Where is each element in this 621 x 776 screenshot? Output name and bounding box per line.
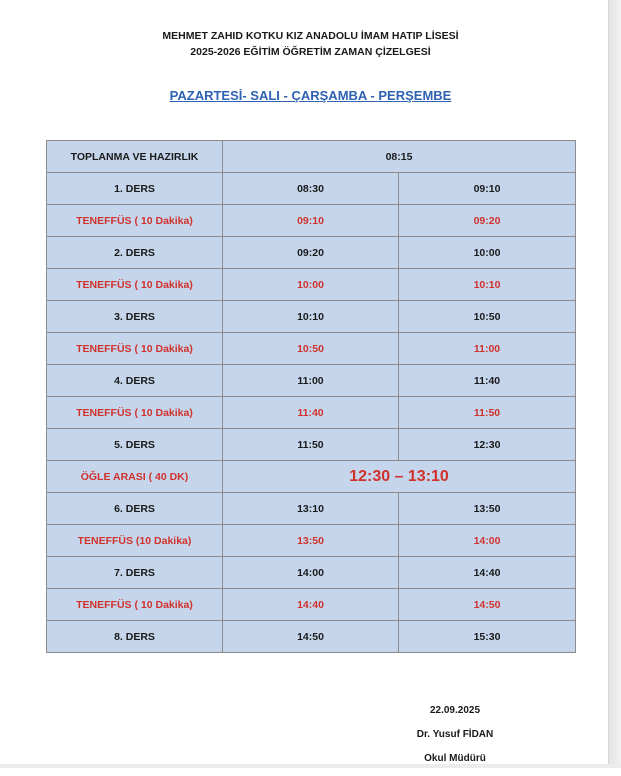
period-label: 4. DERS <box>47 365 223 397</box>
break-start: 14:40 <box>223 589 399 621</box>
period-end: 10:00 <box>399 237 576 269</box>
table-row <box>47 429 576 461</box>
period-label: 1. DERS <box>47 173 223 205</box>
period-label: 6. DERS <box>47 493 223 525</box>
period-label: 7. DERS <box>47 557 223 589</box>
table-row <box>47 269 576 301</box>
break-label: TENEFFÜS ( 10 Dakika) <box>47 333 223 365</box>
table-row <box>47 557 576 589</box>
lunch-label: ÖĞLE ARASI ( 40 DK) <box>47 461 223 493</box>
table-row <box>47 397 576 429</box>
break-label: TENEFFÜS ( 10 Dakika) <box>47 589 223 621</box>
table-row <box>47 621 576 653</box>
period-start: 11:50 <box>223 429 399 461</box>
table-row <box>47 365 576 397</box>
schedule-table <box>46 140 576 653</box>
period-end: 09:10 <box>399 173 576 205</box>
signature-block <box>400 704 510 776</box>
table-row <box>47 205 576 237</box>
break-start: 13:50 <box>223 525 399 557</box>
table-row <box>47 301 576 333</box>
break-label: TENEFFÜS ( 10 Dakika) <box>47 397 223 429</box>
period-end: 13:50 <box>399 493 576 525</box>
break-start: 11:40 <box>223 397 399 429</box>
break-start: 09:10 <box>223 205 399 237</box>
period-start: 14:00 <box>223 557 399 589</box>
page-bottom-edge <box>0 764 621 768</box>
table-row <box>47 237 576 269</box>
break-start: 10:50 <box>223 333 399 365</box>
period-start: 11:00 <box>223 365 399 397</box>
period-end: 12:30 <box>399 429 576 461</box>
schedule-subtitle: 2025-2026 EĞİTİM ÖĞRETİM ZAMAN ÇİZELGESİ <box>190 46 431 58</box>
break-end: 14:50 <box>399 589 576 621</box>
break-end: 10:10 <box>399 269 576 301</box>
document-header <box>0 28 621 60</box>
break-start: 10:00 <box>223 269 399 301</box>
period-start: 10:10 <box>223 301 399 333</box>
period-label: 5. DERS <box>47 429 223 461</box>
period-label: 8. DERS <box>47 621 223 653</box>
period-start: 14:50 <box>223 621 399 653</box>
page-edge-shadow <box>608 0 621 768</box>
lunch-time: 12:30 – 13:10 <box>223 461 576 493</box>
period-end: 14:40 <box>399 557 576 589</box>
document-date: 22.09.2025 <box>429 705 481 716</box>
table-row <box>47 493 576 525</box>
school-name: MEHMET ZAHID KOTKU KIZ ANADOLU İMAM HATIP LİSESİ <box>162 30 459 42</box>
lunch-row <box>47 461 576 493</box>
table-row <box>47 173 576 205</box>
assembly-row <box>47 141 576 173</box>
period-label: 2. DERS <box>47 237 223 269</box>
period-end: 10:50 <box>399 301 576 333</box>
period-end: 15:30 <box>399 621 576 653</box>
period-start: 13:10 <box>223 493 399 525</box>
period-start: 08:30 <box>223 173 399 205</box>
break-end: 09:20 <box>399 205 576 237</box>
break-label: TENEFFÜS ( 10 Dakika) <box>47 269 223 301</box>
principal-title: Okul Müdürü <box>424 753 486 764</box>
break-label: TENEFFÜS ( 10 Dakika) <box>47 205 223 237</box>
break-end: 11:50 <box>399 397 576 429</box>
break-end: 11:00 <box>399 333 576 365</box>
break-label: TENEFFÜS (10 Dakika) <box>47 525 223 557</box>
table-row <box>47 333 576 365</box>
period-end: 11:40 <box>399 365 576 397</box>
assembly-time: 08:15 <box>223 141 576 173</box>
break-end: 14:00 <box>399 525 576 557</box>
principal-name: Dr. Yusuf FİDAN <box>416 729 494 740</box>
table-row <box>47 525 576 557</box>
table-row <box>47 589 576 621</box>
period-label: 3. DERS <box>47 301 223 333</box>
assembly-label: TOPLANMA VE HAZIRLIK <box>47 141 223 173</box>
days-heading: PAZARTESİ- SALI - ÇARŞAMBA - PERŞEMBE <box>169 88 452 103</box>
period-start: 09:20 <box>223 237 399 269</box>
